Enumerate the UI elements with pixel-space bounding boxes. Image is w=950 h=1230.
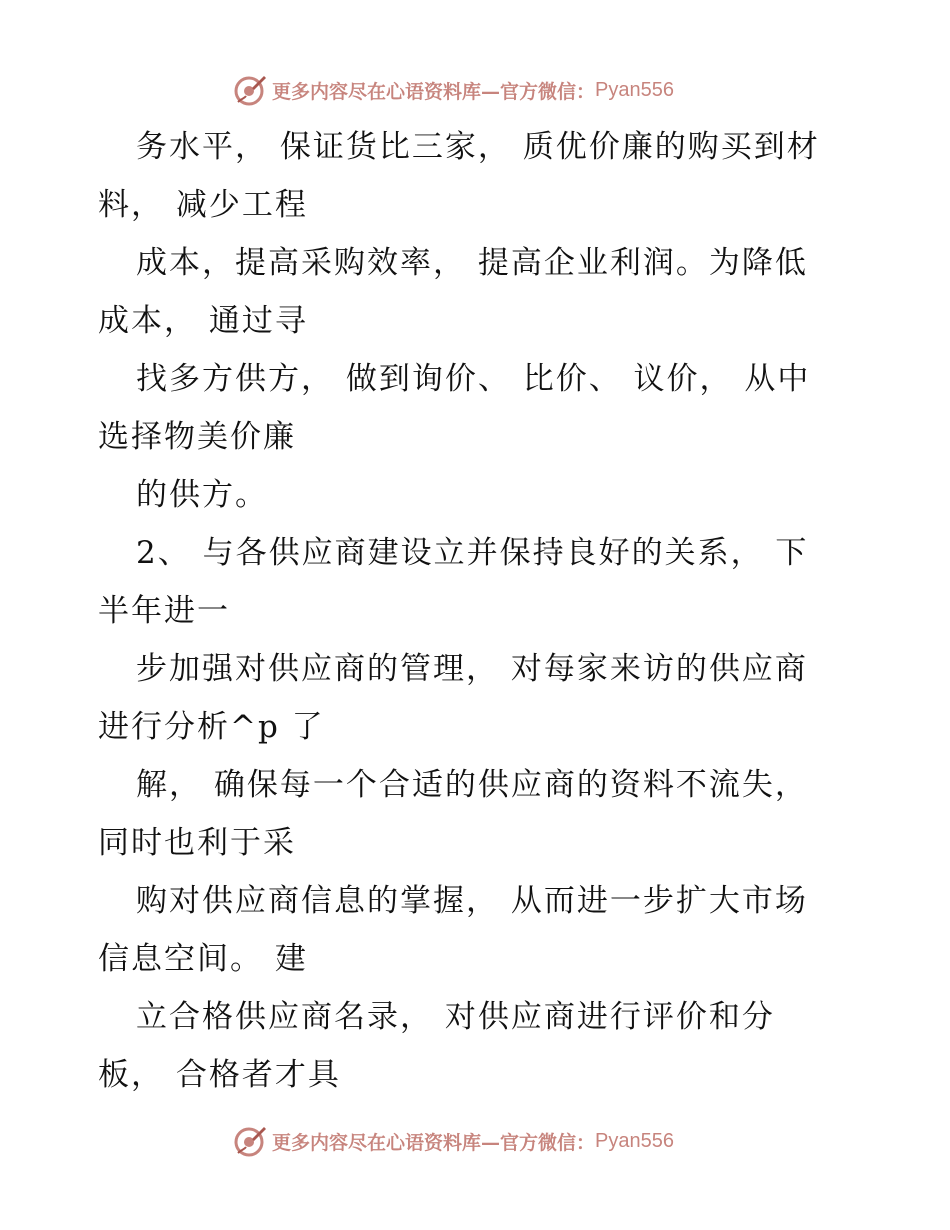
text-line: 同时也利于采 bbox=[98, 825, 296, 861]
text-line: 务水平， 保证货比三家， 质优价廉的购买到材 bbox=[136, 129, 820, 165]
text-line: 购对供应商信息的掌握， 从而进一步扩大市场 bbox=[136, 883, 808, 919]
text-line: 料， 减少工程 bbox=[98, 187, 308, 223]
brush-logo-icon bbox=[232, 72, 268, 108]
text-line: 半年进一 bbox=[98, 593, 230, 629]
text-line: 找多方供方， 做到询价、 比价、 议价， 从中 bbox=[136, 361, 811, 397]
document-body bbox=[98, 118, 858, 1104]
text-line: 进行分析^p 了 bbox=[98, 709, 325, 745]
watermark-wechat-id: Pyan556 bbox=[595, 78, 674, 101]
text-line: 2、 与各供应商建设立并保持良好的关系， 下 bbox=[136, 535, 809, 571]
watermark-footer bbox=[232, 1121, 674, 1161]
text-line: 的供方。 bbox=[136, 477, 268, 513]
text-line: 信息空间。 建 bbox=[98, 941, 308, 977]
text-line: 立合格供应商名录， 对供应商进行评价和分 bbox=[136, 999, 775, 1035]
watermark-header bbox=[232, 70, 674, 110]
text-line: 步加强对供应商的管理， 对每家来访的供应商 bbox=[136, 651, 808, 687]
watermark-wechat-id: Pyan556 bbox=[595, 1129, 674, 1152]
watermark-text: 更多内容尽在心语资料库—官方微信： bbox=[272, 1131, 596, 1154]
text-line: 成本，提高采购效率， 提高企业利润。为降低 bbox=[136, 245, 808, 281]
text-line: 选择物美价廉 bbox=[98, 419, 296, 455]
brush-logo-icon bbox=[232, 1123, 268, 1159]
text-line: 解， 确保每一个合适的供应商的资料不流失， bbox=[136, 767, 808, 803]
text-line: 成本， 通过寻 bbox=[98, 303, 308, 339]
text-line: 板， 合格者才具 bbox=[98, 1057, 341, 1093]
watermark-text: 更多内容尽在心语资料库—官方微信： bbox=[272, 80, 596, 103]
